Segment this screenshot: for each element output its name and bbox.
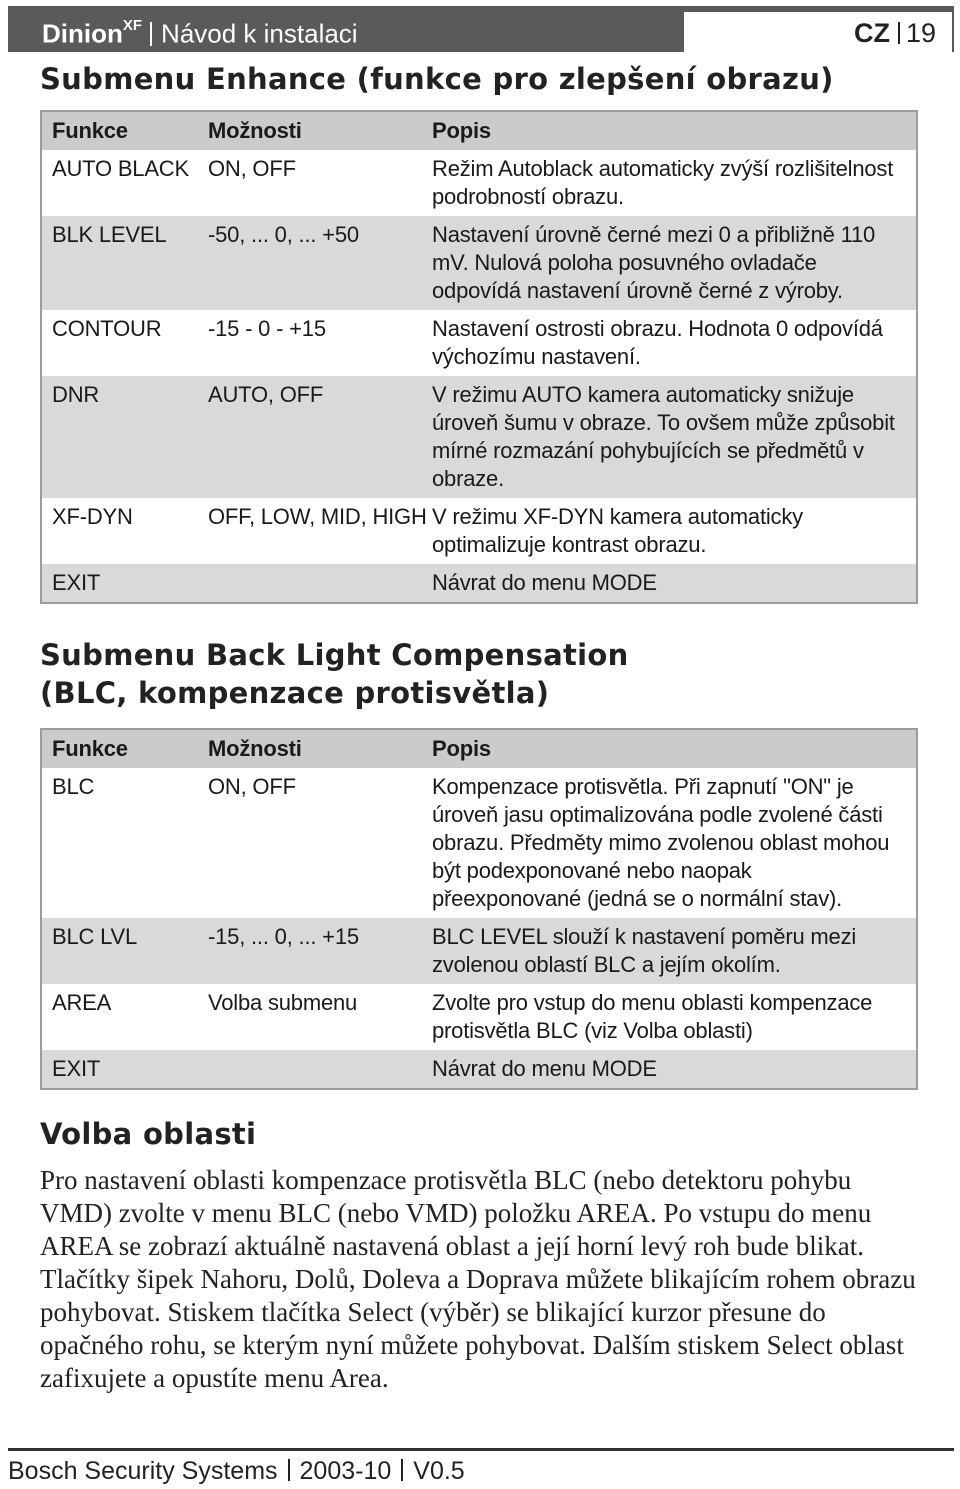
footer-rule: [8, 1448, 954, 1451]
page-divider: [898, 22, 900, 44]
function-cell: XF-DYN: [52, 504, 133, 529]
options-cell: -15, ... 0, ... +15: [208, 924, 359, 949]
options-cell: OFF, LOW, MID, HIGH: [208, 504, 427, 529]
brand-name: Dinion: [42, 18, 123, 49]
page-footer: [8, 1456, 465, 1486]
header-title-group: [42, 6, 358, 52]
description-cell: Kompenzace protisvětla. Při zapnutí "ON" je úroveň jasu optimalizována podle zvolené části obrazu. Předměty mimo zvolenou oblast mohou být podexponované nebo naopak přeexponované (jedná se o normální stav).: [432, 774, 890, 911]
table-row: [42, 564, 916, 602]
options-cell: ON, OFF: [208, 774, 296, 799]
footer-divider: [288, 1459, 290, 1481]
volba-paragraph: Pro nastavení oblasti kompenzace protisvětla BLC (nebo detektoru pohybu VMD) zvolte v menu BLC (nebo VMD) položku AREA. Po vstupu do menu AREA se zobrazí aktuálně nastavená oblast a její horní levý roh bude blikat. Tlačítky šipek Nahoru, Dolů, Doleva a Doprava můžete blikajícím rohem obrazu pohybovat. Stiskem tlačítka Select (výběr) se blikající kurzor přesune do opačného rohu, se kterým nyní můžete pohybovat. Dalším stiskem Select oblast zafixujete a opustíte menu Area.: [40, 1165, 916, 1393]
enhance-section-title: Submenu Enhance (funkce pro zlepšení obrazu): [40, 62, 834, 96]
function-cell: BLC LVL: [52, 924, 138, 949]
function-cell: BLK LEVEL: [52, 222, 167, 247]
description-cell: V režimu XF-DYN kamera automaticky optimalizuje kontrast obrazu.: [432, 504, 803, 557]
column-header-funkce: Funkce: [52, 118, 128, 143]
table-header-row: [42, 112, 916, 150]
options-cell: ON, OFF: [208, 156, 296, 181]
options-cell: [208, 1050, 430, 1088]
description-cell: Návrat do menu MODE: [432, 570, 657, 595]
language-code: CZ: [854, 18, 890, 48]
table-row: [42, 310, 916, 376]
volba-section-title: Volba oblasti: [40, 1117, 257, 1151]
options-cell: -15 - 0 - +15: [208, 316, 326, 341]
function-cell: AREA: [52, 990, 112, 1015]
column-header-popis: Popis: [432, 118, 491, 143]
header-divider: [150, 22, 152, 46]
table-row: [42, 150, 916, 216]
description-cell: Nastavení úrovně černé mezi 0 a přibližně 110 mV. Nulová poloha posuvného ovladače odpovídá nastavení úrovně černé z výroby.: [432, 222, 876, 303]
table-row: [42, 376, 916, 498]
column-header-popis: Popis: [432, 736, 491, 761]
column-header-funkce: Funkce: [52, 736, 128, 761]
description-cell: BLC LEVEL slouží k nastavení poměru mezi zvolenou oblastí BLC a jejím okolím.: [432, 924, 857, 977]
description-cell: Režim Autoblack automaticky zvýší rozlišitelnost podrobností obrazu.: [432, 156, 894, 209]
function-cell: AUTO BLACK: [52, 156, 189, 181]
table-row: [42, 918, 916, 984]
page-number: 19: [905, 18, 936, 48]
description-cell: V režimu AUTO kamera automaticky snižuje úroveň šumu v obraze. To ovšem může způsobit mírné rozmazání pohybujících se předmětů v obraze.: [432, 382, 895, 491]
blc-section-title: [40, 636, 629, 712]
options-cell: [208, 564, 430, 602]
function-cell: CONTOUR: [52, 316, 162, 341]
footer-date: 2003-10: [299, 1457, 392, 1485]
table-row: [42, 216, 916, 310]
description-cell: Návrat do menu MODE: [432, 1056, 657, 1081]
blc-title-line1: Submenu Back Light Compensation: [40, 638, 629, 672]
footer-company: Bosch Security Systems: [8, 1457, 278, 1485]
enhance-table: [40, 110, 918, 604]
description-cell: Nastavení ostrosti obrazu. Hodnota 0 odpovídá výchozímu nastavení.: [432, 316, 883, 369]
options-cell: Volba submenu: [208, 990, 358, 1015]
header-page-box: [684, 12, 952, 52]
function-cell: EXIT: [52, 570, 101, 595]
function-cell: BLC: [52, 774, 95, 799]
column-header-moznosti: Možnosti: [208, 736, 302, 761]
page-header: [8, 6, 954, 52]
column-header-moznosti: Možnosti: [208, 118, 302, 143]
table-header-row: [42, 730, 916, 768]
options-cell: -50, ... 0, ... +50: [208, 222, 359, 247]
options-cell: AUTO, OFF: [208, 382, 324, 407]
brand-superscript: XF: [122, 17, 143, 34]
table-row: [42, 984, 916, 1050]
table-row: [42, 498, 916, 564]
description-cell: Zvolte pro vstup do menu oblasti kompenzace protisvětla BLC (viz Volba oblasti): [432, 990, 873, 1043]
function-cell: DNR: [52, 382, 100, 407]
document-title: Návod k instalaci: [161, 18, 358, 49]
function-cell: EXIT: [52, 1056, 101, 1081]
blc-title-line2: (BLC, kompenzace protisvětla): [40, 676, 550, 710]
blc-table: [40, 728, 918, 1090]
table-row: [42, 1050, 916, 1088]
footer-version: V0.5: [413, 1457, 465, 1485]
table-row: [42, 768, 916, 918]
footer-divider: [401, 1459, 403, 1481]
